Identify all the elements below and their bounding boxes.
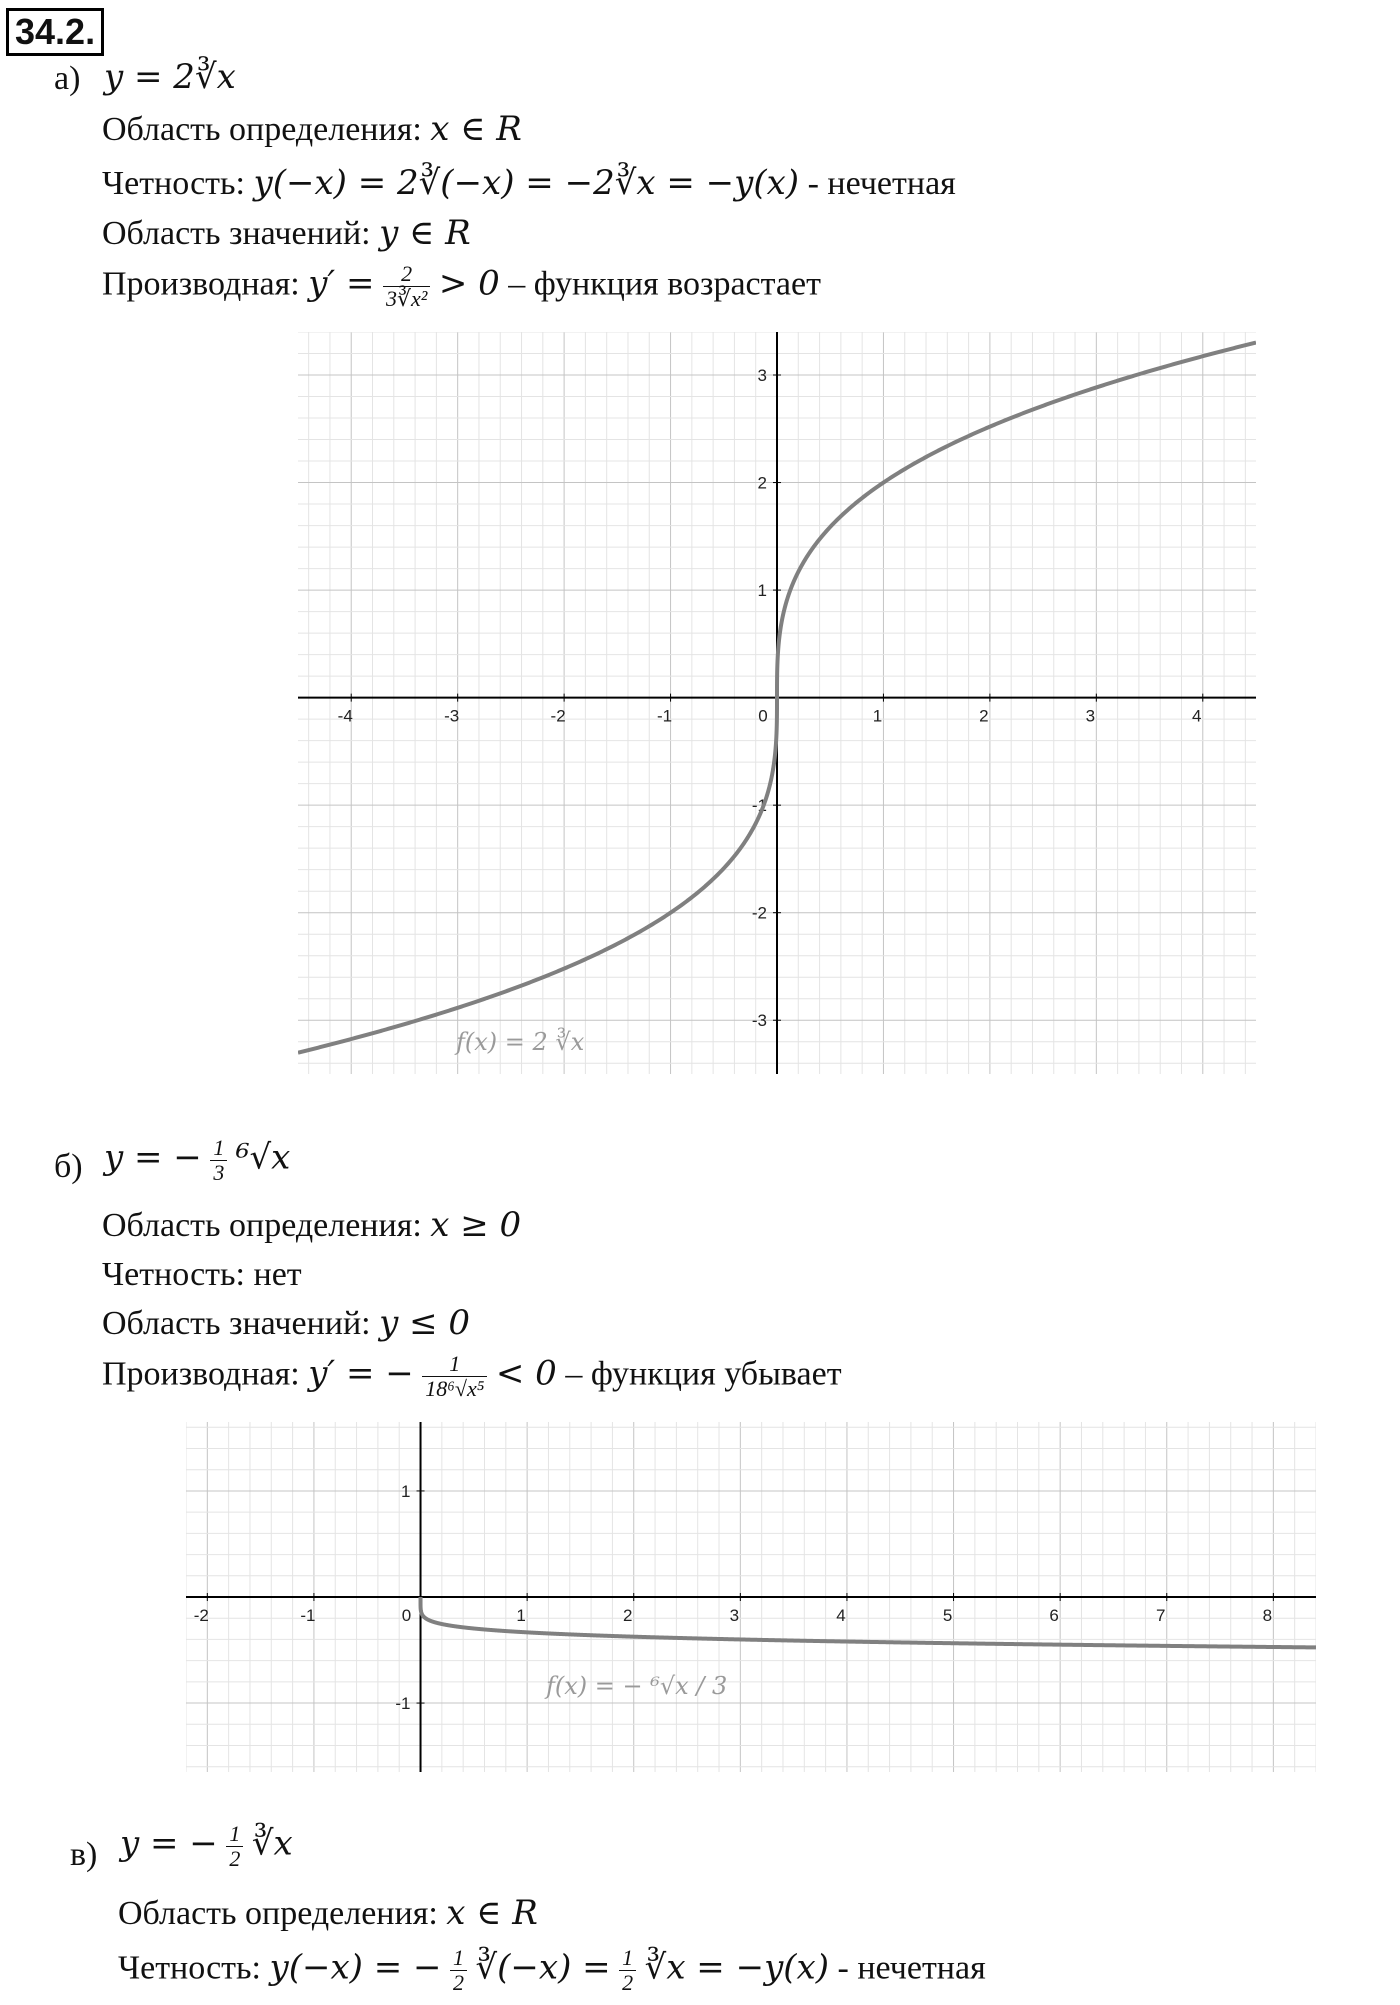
part-a-label: а) <box>54 60 81 97</box>
derivative-fraction <box>422 1352 487 1401</box>
x-tick-label: 6 <box>1049 1606 1059 1625</box>
parity-label: Четность: <box>102 1256 245 1293</box>
y-tick-label: 1 <box>757 581 767 601</box>
x-tick-label: -3 <box>444 706 460 726</box>
derivative-label: Производная: <box>102 1355 300 1393</box>
x-tick-label: 3 <box>729 1606 740 1625</box>
graph-b-plot <box>186 1422 1316 1772</box>
parity-result: - нечетная <box>837 1949 986 1987</box>
part-b-range-row <box>102 1303 471 1343</box>
x-tick-label: 4 <box>1192 706 1202 726</box>
function-numerator: 1 <box>226 1822 243 1847</box>
x-tick-label: 1 <box>516 1606 526 1625</box>
part-c-label: в) <box>70 1836 98 1873</box>
derivative-numerator: 1 <box>422 1352 487 1377</box>
derivative-label: Производная: <box>102 265 300 303</box>
range-value: y ∈ R <box>379 213 471 253</box>
range-label: Область значений: <box>102 1305 371 1342</box>
part-a-parity-row <box>102 163 956 203</box>
derivative-rhs: < 0 <box>495 1353 557 1394</box>
part-b-label: б) <box>54 1148 83 1185</box>
part-a-derivative-row <box>102 262 821 311</box>
x-tick-label: 7 <box>1156 1606 1166 1625</box>
x-tick-label: -1 <box>300 1606 316 1625</box>
parity-value: y(−x) = 2∛(−x) = −2∛x = −y(x) <box>253 163 800 203</box>
graph-b <box>186 1422 1316 1772</box>
problem-number: 34.2. <box>6 8 104 56</box>
derivative-rhs: > 0 <box>438 263 500 304</box>
domain-value: x ∈ R <box>430 109 522 149</box>
derivative-numerator: 2 <box>383 262 430 287</box>
part-b-function <box>104 1136 290 1185</box>
y-tick-label: -1 <box>395 1694 411 1714</box>
domain-value: x ≥ 0 <box>430 1205 522 1245</box>
derivative-denominator: 3∛x² <box>385 286 428 312</box>
x-tick-label: 0 <box>758 706 768 726</box>
part-b-parity-row <box>102 1258 302 1292</box>
y-tick-label: -2 <box>751 903 767 923</box>
derivative-result: – функция возрастает <box>508 265 821 303</box>
function-fraction <box>210 1136 227 1185</box>
domain-label: Область определения: <box>102 1207 422 1244</box>
derivative-fraction <box>383 262 430 311</box>
parity-result: - нечетная <box>807 165 956 202</box>
y-tick-label: 3 <box>757 366 767 386</box>
x-tick-label: -2 <box>550 706 566 726</box>
function-lhs: y = − <box>120 1823 218 1864</box>
part-b-domain-row <box>102 1205 522 1245</box>
derivative-lhs: y′ = − <box>308 1353 414 1394</box>
part-b-derivative-row <box>102 1352 842 1401</box>
function-label: f(x) = − ⁶√x / 3 <box>546 1672 728 1700</box>
x-tick-label: -2 <box>193 1606 209 1625</box>
x-tick-label: 2 <box>979 706 989 726</box>
part-a-domain-row <box>102 109 522 149</box>
x-tick-label: 2 <box>623 1606 633 1625</box>
part-a-function: y = 2∛x <box>104 57 236 97</box>
part-c-domain-row <box>118 1893 538 1933</box>
function-numerator: 1 <box>210 1136 227 1161</box>
graph-a-plot <box>298 332 1256 1074</box>
parity-lhs: y(−x) = − <box>269 1947 442 1988</box>
x-tick-label: -4 <box>337 706 353 726</box>
x-tick-label: 5 <box>942 1606 953 1625</box>
part-a-range-row <box>102 213 471 253</box>
function-label: f(x) = 2 ∛x <box>456 1028 585 1056</box>
part-c-function <box>120 1822 293 1871</box>
x-tick-label: 4 <box>836 1606 846 1625</box>
y-tick-label: 1 <box>401 1481 411 1501</box>
parity-value: нет <box>253 1256 302 1293</box>
x-tick-label: -1 <box>656 706 673 726</box>
y-tick-label: -3 <box>751 1011 767 1031</box>
graph-a <box>298 332 1256 1074</box>
derivative-result: – функция убывает <box>565 1355 842 1393</box>
function-root: ⁶√x <box>235 1137 291 1178</box>
function-denominator: 2 <box>229 1846 241 1872</box>
function-root: ∛x <box>251 1823 293 1864</box>
x-tick-label: 1 <box>872 706 883 726</box>
parity-numerator-2: 1 <box>619 1946 636 1971</box>
part-c-parity-row <box>118 1946 986 1995</box>
parity-fraction-1 <box>450 1946 467 1995</box>
parity-numerator-1: 1 <box>450 1946 467 1971</box>
domain-value: x ∈ R <box>446 1893 538 1933</box>
parity-rhs: ∛x = −y(x) <box>644 1947 829 1988</box>
y-tick-label: 2 <box>757 473 767 493</box>
parity-denominator-1: 2 <box>453 1970 464 1996</box>
x-tick-label: 0 <box>401 1606 412 1625</box>
function-lhs: y = − <box>104 1137 202 1178</box>
parity-denominator-2: 2 <box>622 1970 634 1996</box>
x-tick-label: 8 <box>1262 1606 1273 1625</box>
domain-label: Область определения: <box>118 1895 438 1932</box>
parity-label: Четность: <box>102 165 245 202</box>
parity-mid: ∛(−x) = <box>475 1947 611 1988</box>
derivative-denominator: 18⁶√x⁵ <box>425 1376 485 1402</box>
range-label: Область значений: <box>102 215 371 252</box>
function-fraction <box>226 1822 243 1871</box>
y-tick-label: -1 <box>751 796 767 816</box>
parity-label: Четность: <box>118 1949 261 1987</box>
range-value: y ≤ 0 <box>379 1303 471 1343</box>
function-denominator: 3 <box>213 1160 225 1186</box>
domain-label: Область определения: <box>102 111 422 148</box>
x-tick-label: 3 <box>1085 706 1096 726</box>
derivative-lhs: y′ = <box>308 263 375 304</box>
parity-fraction-2 <box>619 1946 636 1995</box>
